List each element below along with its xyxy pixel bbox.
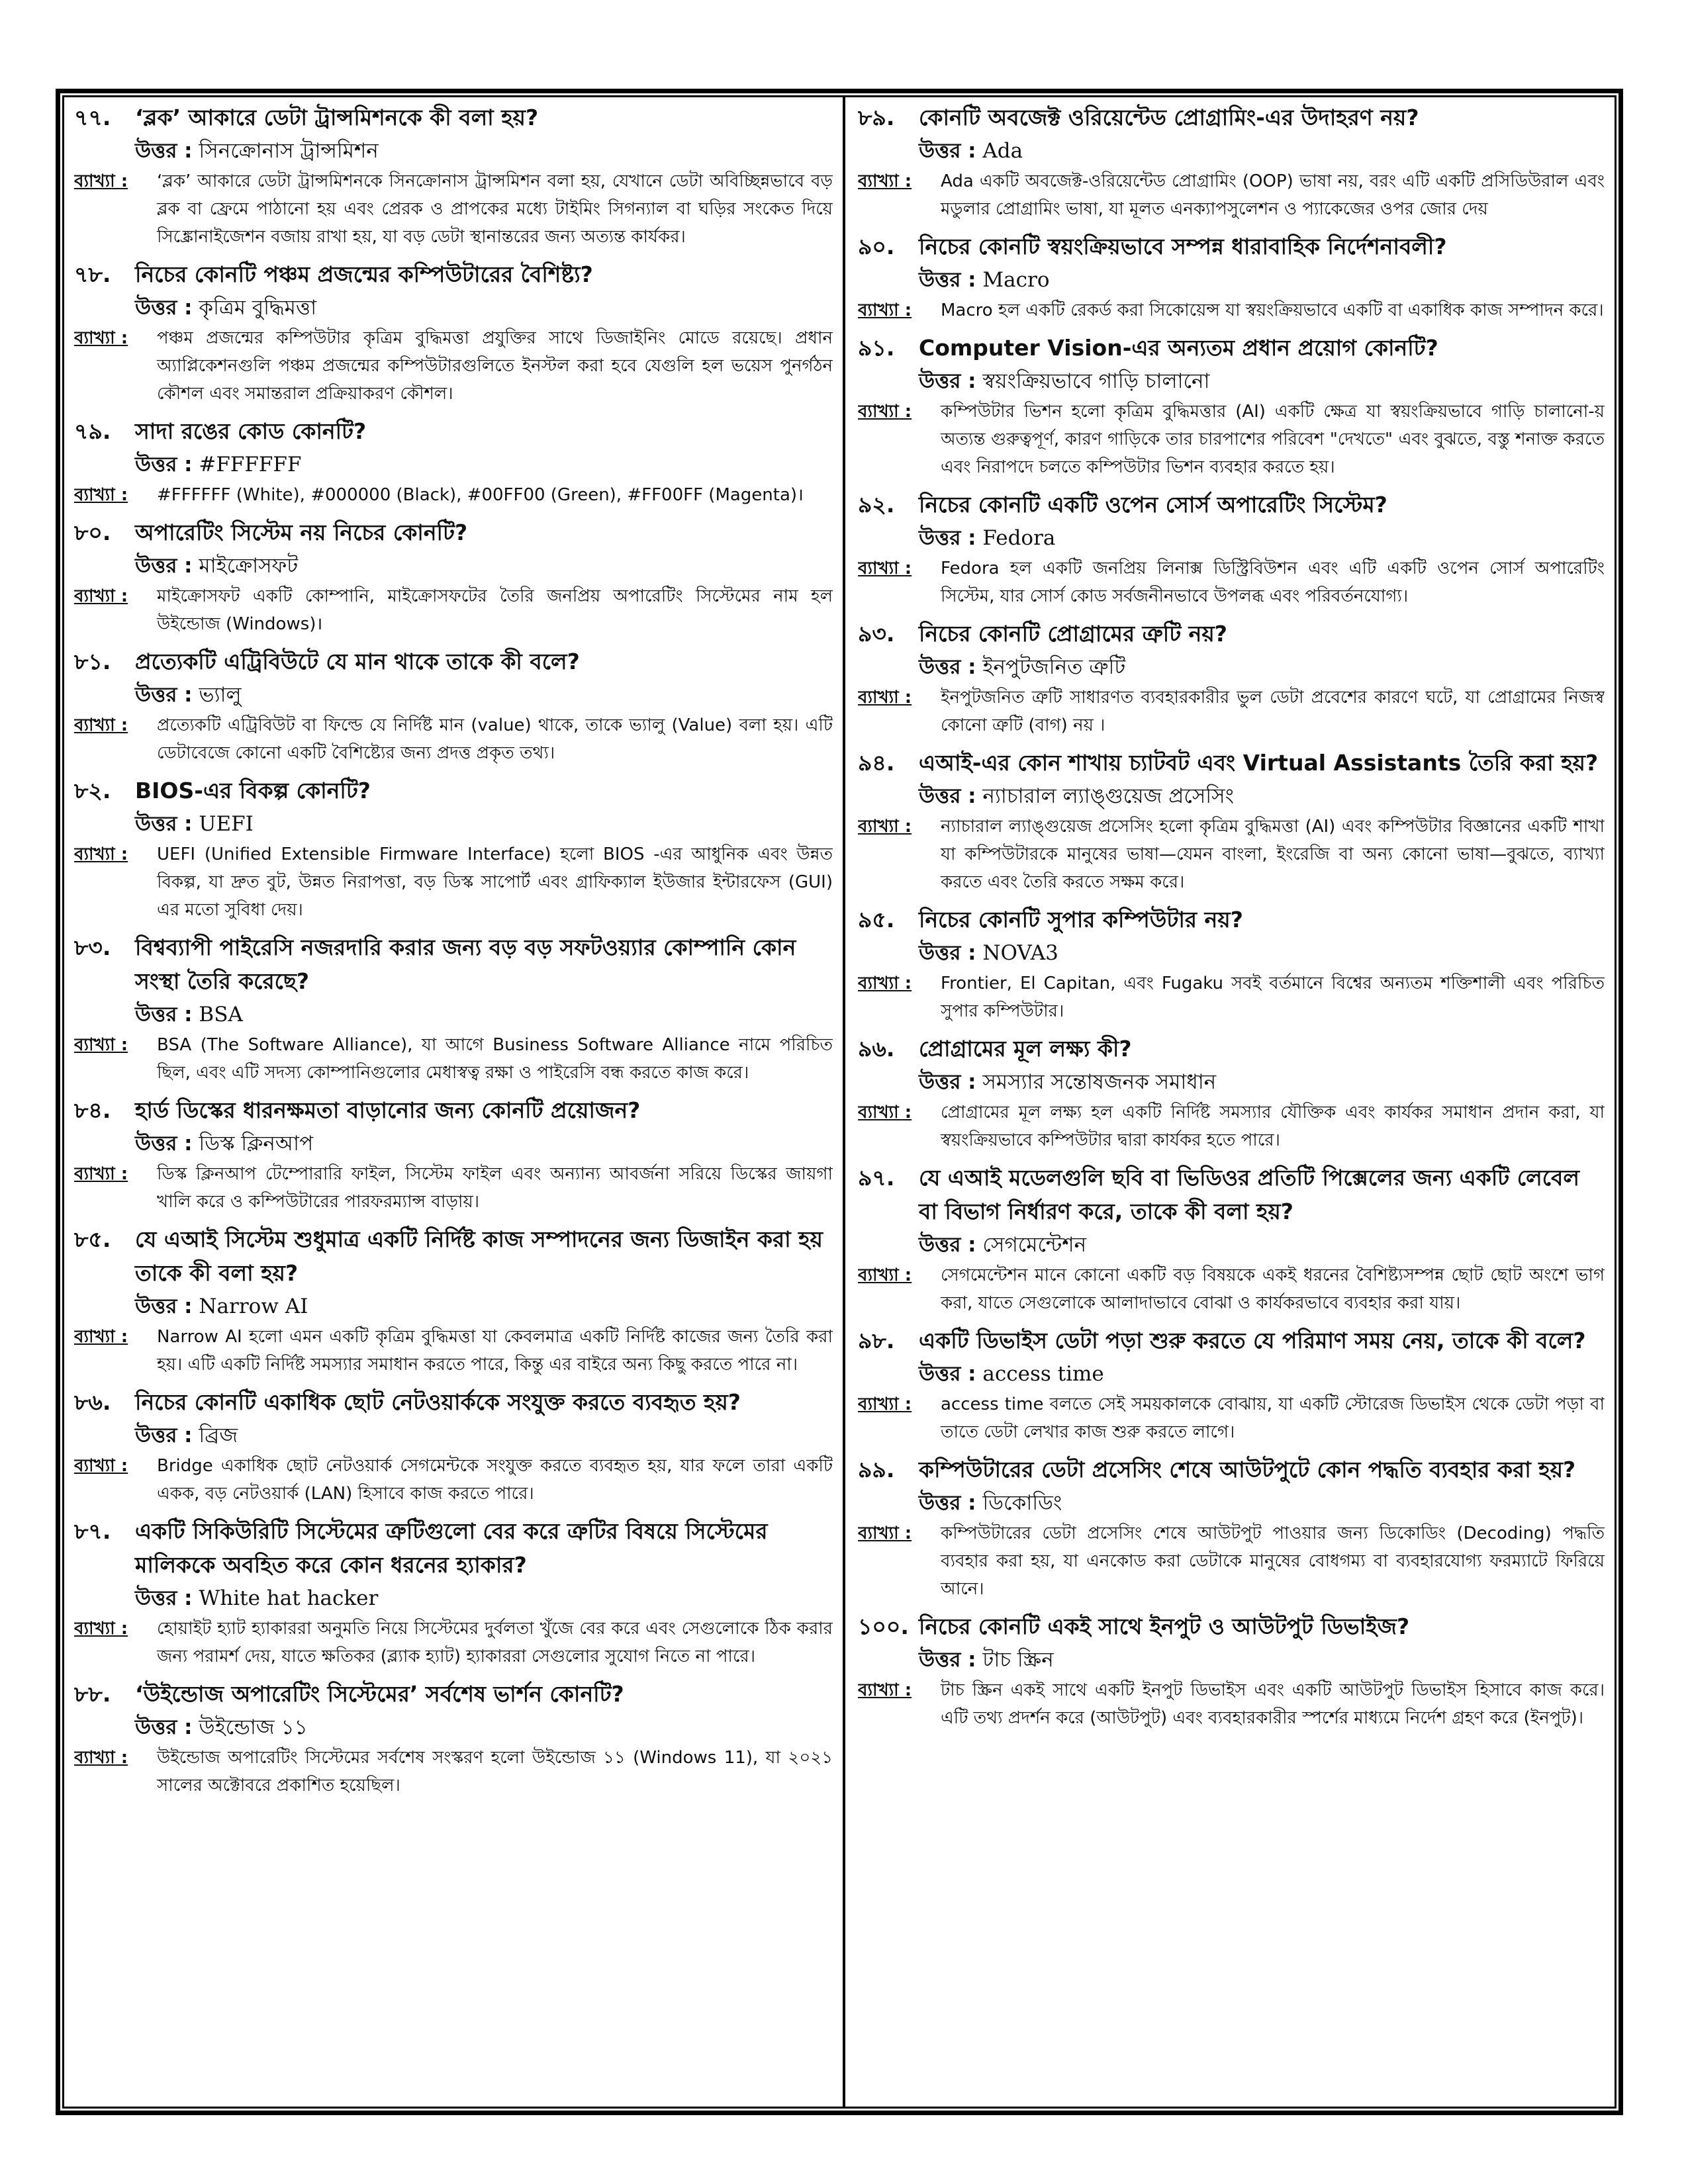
question-block xyxy=(858,617,1605,739)
explanation-line xyxy=(74,1031,833,1087)
answer-text: #FFFFFF xyxy=(199,453,302,477)
explanation-line xyxy=(74,1615,833,1670)
answer-text: White hat hacker xyxy=(199,1586,379,1610)
question-number: ৯০. xyxy=(858,234,895,259)
question-line xyxy=(858,617,1605,651)
question-block xyxy=(74,931,833,1087)
explanation-line xyxy=(858,167,1605,223)
answer-text: ইনপুটজনিত ত্রুটি xyxy=(982,655,1126,679)
answer-text: BSA xyxy=(199,1003,243,1026)
question-block xyxy=(74,257,833,408)
question-text: নিচের কোনটি একই সাথে ইনপুট ও আউটপুট ডিভাইজ? xyxy=(919,1614,1410,1639)
question-line xyxy=(74,1093,833,1127)
explanation-line xyxy=(858,1520,1605,1603)
answer-line xyxy=(74,1127,833,1160)
explanation-line xyxy=(74,1452,833,1508)
question-line xyxy=(74,1514,833,1582)
answer-label: উত্তর : xyxy=(135,453,193,477)
answer-line xyxy=(74,1419,833,1452)
explanation-label: ব্যাখ্যা : xyxy=(74,485,128,505)
answer-line xyxy=(74,998,833,1031)
answer-label: উত্তর : xyxy=(135,1424,193,1447)
explanation-label: ব্যাখ্যা : xyxy=(74,715,128,735)
answer-text: Macro xyxy=(982,268,1050,292)
question-block xyxy=(74,1514,833,1670)
explanation-label: ব্যাখ্যা : xyxy=(858,817,912,837)
answer-label: উত্তর : xyxy=(919,1362,976,1386)
explanation-text: Bridge একাধিক ছোট নেটওয়ার্ক সেগমেন্টকে সংযুক্ত করতে ব্যবহৃত হয়, যার ফলে তারা একটি একক, বড় নেটওয়ার্ক (LAN) হিসাবে কাজ করতে পারে। xyxy=(157,1456,833,1504)
explanation-text: প্রোগ্রামের মূল লক্ষ্য হল একটি নির্দিষ্ট সমস্যার যৌক্তিক এবং কার্যকর সমাধান প্রদান করা, যা স্বয়ংক্রিয়ভাবে কম্পিউটার দ্বারা কার্যকর হতে পারে। xyxy=(941,1103,1605,1150)
question-number: ৯৮. xyxy=(858,1328,895,1353)
question-block xyxy=(858,230,1605,324)
explanation-line xyxy=(858,813,1605,896)
explanation-text: UEFI (Unified Extensible Firmware Interface) হলো BIOS -এর আধুনিক এবং উন্নত বিকল্প, যা দ্রুত বুট, উন্নত নিরাপত্তা, বড় ডিস্ক সাপোর্ট এবং গ্রাফিক্যাল ইউজার ইন্টারফেস (GUI) এর মতো সুবিধা দেয়। xyxy=(157,844,833,920)
explanation-label: ব্যাখ্যা : xyxy=(74,1327,128,1347)
explanation-text: ইনপুটজনিত ত্রুটি সাধারণত ব্যবহারকারীর ভুল ডেটা প্রবেশের কারণে ঘটে, যা প্রোগ্রামের নিজস্ব কোনো ত্রুটি (বাগ) নয় । xyxy=(941,688,1605,735)
answer-label: উত্তর : xyxy=(919,1233,976,1257)
question-line xyxy=(858,746,1605,780)
question-number: ৯৯. xyxy=(858,1457,895,1482)
question-line xyxy=(74,516,833,549)
question-text: নিচের কোনটি একটি ওপেন সোর্স অপারেটিং সিস্টেম? xyxy=(919,492,1387,518)
answer-text: সিনক্রোনাস ট্রান্সমিশন xyxy=(199,139,379,163)
question-line xyxy=(74,774,833,807)
answer-line xyxy=(858,263,1605,296)
answer-line xyxy=(858,1643,1605,1676)
question-line xyxy=(858,903,1605,936)
answer-line xyxy=(858,1228,1605,1261)
question-text: ‘ব্লক’ আকারে ডেটা ট্রান্সমিশনকে কী বলা হয়? xyxy=(135,105,539,130)
answer-label: উত্তর : xyxy=(919,268,976,292)
explanation-text: প্রত্যেকটি এট্রিবিউট বা ফিল্ডে যে নির্দিষ্ট মান (value) থাকে, তাকে ভ্যালু (Value) বলা হয়। এটি ডেটাবেজে কোনো একটি বৈশিষ্ট্যের জন্য প্রদত্ত প্রকৃত তথ্য। xyxy=(157,715,833,763)
explanation-label: ব্যাখ্যা : xyxy=(858,974,912,993)
answer-line xyxy=(858,134,1605,167)
explanation-line xyxy=(858,970,1605,1025)
explanation-text: ডিস্ক ক্লিনআপ টেম্পোরারি ফাইল, সিস্টেম ফাইল এবং অন্যান্য আবর্জনা সরিয়ে ডিস্কের জায়গা খালি করে ও কম্পিউটারের পারফরম্যান্স বাড়ায়। xyxy=(157,1164,833,1212)
question-block xyxy=(858,101,1605,223)
answer-text: ডিস্ক ক্লিনআপ xyxy=(199,1132,314,1156)
answer-text: Narrow AI xyxy=(199,1295,308,1318)
explanation-line xyxy=(858,1261,1605,1317)
question-line xyxy=(858,1610,1605,1643)
answer-label: উত্তর : xyxy=(135,554,193,578)
answer-line xyxy=(858,651,1605,684)
answer-label: উত্তর : xyxy=(919,526,976,550)
question-block xyxy=(858,488,1605,610)
explanation-text: মাইক্রোসফট একটি কোম্পানি, মাইক্রোসফটের তৈরি জনপ্রিয় অপারেটিং সিস্টেমের নাম হল উইন্ডোজ (Windows)। xyxy=(157,586,833,634)
answer-label: উত্তর : xyxy=(135,812,193,836)
answer-text: access time xyxy=(982,1362,1104,1386)
explanation-line xyxy=(858,684,1605,739)
question-text: প্রত্যেকটি এট্রিবিউটে যে মান থাকে তাকে কী বলে? xyxy=(135,649,580,674)
answer-label: উত্তর : xyxy=(919,139,976,163)
answer-label: উত্তর : xyxy=(919,655,976,679)
question-number: ৮৫. xyxy=(74,1226,111,1252)
answer-line xyxy=(74,1290,833,1323)
answer-text: Fedora xyxy=(982,526,1056,550)
answer-line xyxy=(858,780,1605,813)
explanation-label: ব্যাখ্যা : xyxy=(74,1748,128,1768)
answer-line xyxy=(74,134,833,167)
explanation-line xyxy=(74,1323,833,1379)
question-text: যে এআই সিস্টেম শুধুমাত্র একটি নির্দিষ্ট কাজ সম্পাদনের জন্য ডিজাইন করা হয় তাকে কী বলা হয়? xyxy=(135,1226,823,1286)
question-number: ১০০. xyxy=(858,1614,909,1639)
answer-label: উত্তর : xyxy=(919,784,976,808)
explanation-text: পঞ্চম প্রজন্মের কম্পিউটার কৃত্রিম বুদ্ধিমত্তা প্রযুক্তির সাথে ডিজাইনিং মোডে রয়েছে। প্রধান অ্যাপ্লিকেশনগুলি পঞ্চম প্রজন্মের কম্পিউটারগুলিতে ইনস্টল করা হবে যেগুলি হল ভয়েস পুনর্গঠন কৌশল এবং সমান্তরাল প্রক্রিয়াকরণ কৌশল। xyxy=(157,328,833,404)
question-line xyxy=(74,1222,833,1290)
question-number: ৮২. xyxy=(74,778,111,803)
column-divider xyxy=(843,95,845,2109)
answer-line xyxy=(74,1582,833,1615)
explanation-text: কম্পিউটারের ডেটা প্রসেসিং শেষে আউটপুট পাওয়ার জন্য ডিকোডিং (Decoding) পদ্ধতি ব্যবহার করা হয়, যা এনকোড করা ডেটাকে মানুষের বোধগম্য বা ব্যবহারযোগ্য ফরম্যাটে ফিরিয়ে আনে। xyxy=(941,1524,1605,1599)
question-block xyxy=(858,1324,1605,1446)
explanation-label: ব্যাখ্যা : xyxy=(858,1103,912,1122)
answer-label: উত্তর : xyxy=(135,683,193,707)
right-column xyxy=(858,101,1605,2103)
answer-line xyxy=(858,365,1605,398)
answer-line xyxy=(858,522,1605,555)
question-number: ৮৬. xyxy=(74,1389,111,1415)
question-line xyxy=(74,1677,833,1711)
explanation-text: Narrow AI হলো এমন একটি কৃত্রিম বুদ্ধিমত্তা যা কেবলমাত্র একটি নির্দিষ্ট কাজের জন্য তৈরি করা হয়। এটি একটি নির্দিষ্ট সমস্যার সমাধান করতে পারে, কিন্তু এর বাইরে অন্য কিছু করতে পারে না। xyxy=(157,1327,833,1375)
explanation-label: ব্যাখ্যা : xyxy=(858,1680,912,1700)
answer-text: মাইক্রোসফট xyxy=(199,554,299,578)
question-block xyxy=(74,645,833,767)
question-text: BIOS-এর বিকল্প কোনটি? xyxy=(135,778,371,803)
question-block xyxy=(74,101,833,251)
question-number: ৮৩. xyxy=(74,934,111,960)
answer-text: ভ্যালু xyxy=(199,683,242,707)
question-number: ৭৭. xyxy=(74,105,111,130)
question-number: ৯১. xyxy=(858,335,895,361)
question-number: ৮৯. xyxy=(858,105,895,130)
question-number: ৯৬. xyxy=(858,1036,895,1062)
question-number: ৭৮. xyxy=(74,261,111,287)
explanation-line xyxy=(74,1160,833,1216)
question-number: ৯২. xyxy=(858,492,895,518)
answer-text: সেগমেন্টেশন xyxy=(982,1233,1087,1257)
answer-line xyxy=(858,1066,1605,1099)
explanation-label: ব্যাখ্যা : xyxy=(74,586,128,606)
question-line xyxy=(858,1324,1605,1357)
question-number: ৯৭. xyxy=(858,1165,895,1191)
question-text: যে এআই মডেলগুলি ছবি বা ভিডিওর প্রতিটি পিক্সেলের জন্য একটি লেবেল বা বিভাগ নির্ধারণ করে, তাকে কী বলা হয়? xyxy=(919,1165,1579,1224)
explanation-label: ব্যাখ্যা : xyxy=(858,171,912,191)
answer-label: উত্তর : xyxy=(919,1491,976,1515)
question-block xyxy=(74,1222,833,1379)
answer-label: উত্তর : xyxy=(919,1070,976,1094)
answer-line xyxy=(858,936,1605,970)
question-number: ৯৪. xyxy=(858,750,895,776)
question-text: কোনটি অবজেক্ট ওরিয়েন্টেড প্রোগ্রামিং-এর উদাহরণ নয়? xyxy=(919,105,1419,130)
question-line xyxy=(858,230,1605,263)
explanation-line xyxy=(858,1099,1605,1154)
explanation-text: উইন্ডোজ অপারেটিং সিস্টেমের সর্বশেষ সংস্করণ হলো উইন্ডোজ ১১ (Windows 11), যা ২০২১ সালের অক্টোবরে প্রকাশিত হয়েছিল। xyxy=(157,1748,833,1796)
explanation-text: হোয়াইট হ্যাট হ্যাকাররা অনুমতি নিয়ে সিস্টেমের দুর্বলতা খুঁজে বের করে এবং সেগুলোকে ঠিক করার জন্য পরামর্শ দেয়, যাতে ক্ষতিকর (ব্ল্যাক হ্যাট) হ্যাকাররা সেগুলোর সুযোগ নিতে না পারে। xyxy=(157,1619,833,1666)
question-text: হার্ড ডিস্কের ধারনক্ষমতা বাড়ানোর জন্য কোনটি প্রয়োজন? xyxy=(135,1097,641,1123)
question-line xyxy=(74,1385,833,1419)
explanation-text: Frontier, El Capitan, এবং Fugaku সবই বর্তমানে বিশ্বের অন্যতম শক্তিশালী এবং পরিচিত সুপার কম্পিউটার। xyxy=(941,974,1605,1021)
answer-text: ডিকোডিং xyxy=(982,1491,1062,1515)
explanation-label: ব্যাখ্যা : xyxy=(74,844,128,864)
question-text: নিচের কোনটি স্বয়ংক্রিয়ভাবে সম্পন্ন ধারাবাহিক নির্দেশনাবলী? xyxy=(919,234,1447,259)
answer-line xyxy=(858,1357,1605,1390)
explanation-line xyxy=(858,1676,1605,1732)
explanation-line xyxy=(858,296,1605,324)
explanation-line xyxy=(858,398,1605,481)
answer-text: কৃত্রিম বুদ্ধিমত্তা xyxy=(199,296,317,320)
explanation-text: টাচ স্ক্রিন একই সাথে একটি ইনপুট ডিভাইস এবং একটি আউটপুট ডিভাইস হিসাবে কাজ করে। এটি তথ্য প্রদর্শন করে (আউটপুট) এবং ব্যবহারকারীর স্পর্শের মাধ্যমে নির্দেশ গ্রহণ করে (ইনপুট)। xyxy=(941,1680,1605,1728)
explanation-label: ব্যাখ্যা : xyxy=(858,559,912,578)
question-number: ৯৩. xyxy=(858,621,895,647)
explanation-text: ‘ব্লক’ আকারে ডেটা ট্রান্সমিশনকে সিনক্রোনাস ট্রান্সমিশন বলা হয়, যেখানে ডেটা অবিচ্ছিন্নভাবে বড় ব্লক বা ফ্রেমে পাঠানো হয় এবং প্রেরক ও প্রাপকের মধ্যে টাইমিং সিগন্যাল বা ঘড়ির সংকেত দিয়ে সিঙ্ক্রোনাইজেশন বজায় রাখা হয়, যা বড় ডেটা স্থানান্তরের জন্য অত্যন্ত কার্যকর। xyxy=(157,171,833,247)
question-number: ৯৫. xyxy=(858,907,895,933)
question-line xyxy=(74,931,833,998)
question-text: নিচের কোনটি সুপার কম্পিউটার নয়? xyxy=(919,907,1243,933)
question-text: প্রোগ্রামের মূল লক্ষ্য কী? xyxy=(919,1036,1132,1062)
question-line xyxy=(858,488,1605,522)
explanation-label: ব্যাখ্যা : xyxy=(74,171,128,191)
explanation-label: ব্যাখ্যা : xyxy=(74,1456,128,1476)
question-block xyxy=(858,746,1605,896)
explanation-text: Macro হল একটি রেকর্ড করা সিকোয়েন্স যা স্বয়ংক্রিয়ভাবে একটি বা একাধিক কাজ সম্পাদন করে। xyxy=(941,300,1604,320)
question-block xyxy=(858,1610,1605,1732)
answer-line xyxy=(74,291,833,324)
answer-label: উত্তর : xyxy=(919,941,976,965)
answer-label: উত্তর : xyxy=(135,1715,193,1739)
answer-label: উত্তর : xyxy=(919,369,976,393)
question-block xyxy=(858,331,1605,481)
answer-label: উত্তর : xyxy=(919,1648,976,1672)
explanation-text: access time বলতে সেই সময়কালকে বোঝায়, যা একটি স্টোরেজ ডিভাইস থেকে ডেটা পড়া বা তাতে ডেটা লেখার কাজ শুরু করতে লাগে। xyxy=(941,1394,1605,1442)
question-number: ৮০. xyxy=(74,520,111,545)
question-block xyxy=(858,1032,1605,1154)
answer-label: উত্তর : xyxy=(135,1586,193,1610)
explanation-line xyxy=(74,711,833,767)
question-block xyxy=(74,1677,833,1799)
explanation-label: ব্যাখ্যা : xyxy=(858,300,912,320)
explanation-line xyxy=(74,324,833,408)
answer-line xyxy=(74,448,833,481)
question-number: ৮৭. xyxy=(74,1518,111,1544)
question-text: কম্পিউটারের ডেটা প্রসেসিং শেষে আউটপুটে কোন পদ্ধতি ব্যবহার করা হয়? xyxy=(919,1457,1576,1482)
explanation-label: ব্যাখ্যা : xyxy=(858,1394,912,1414)
answer-label: উত্তর : xyxy=(135,296,193,320)
answer-line xyxy=(74,549,833,582)
question-line xyxy=(74,414,833,448)
question-block xyxy=(74,774,833,924)
question-line xyxy=(858,101,1605,134)
question-text: ‘উইন্ডোজ অপারেটিং সিস্টেমের’ সর্বশেষ ভার্শন কোনটি? xyxy=(135,1681,624,1707)
answer-label: উত্তর : xyxy=(135,1132,193,1156)
question-line xyxy=(74,645,833,678)
question-number: ৭৯. xyxy=(74,418,111,444)
answer-line xyxy=(858,1486,1605,1520)
answer-text: টাচ স্ক্রিন xyxy=(982,1648,1054,1672)
answer-line xyxy=(74,807,833,841)
question-text: নিচের কোনটি পঞ্চম প্রজন্মের কম্পিউটারের বৈশিষ্ট্য? xyxy=(135,261,593,287)
question-block xyxy=(74,516,833,638)
answer-text: UEFI xyxy=(199,812,254,836)
explanation-line xyxy=(74,167,833,251)
question-text: অপারেটিং সিস্টেম নয় নিচের কোনটি? xyxy=(135,520,468,545)
question-line xyxy=(74,257,833,291)
question-text: সাদা রঙের কোড কোনটি? xyxy=(135,418,367,444)
question-text: এআই-এর কোন শাখায় চ্যাটবট এবং Virtual Assistants তৈরি করা হয়? xyxy=(919,750,1599,776)
question-text: বিশ্বব্যাপী পাইরেসি নজরদারি করার জন্য বড় বড় সফটওয়্যার কোম্পানি কোন সংস্থা তৈরি করেছে? xyxy=(135,934,796,994)
explanation-line xyxy=(74,1744,833,1799)
explanation-text: কম্পিউটার ভিশন হলো কৃত্রিম বুদ্ধিমত্তার (AI) একটি ক্ষেত্র যা স্বয়ংক্রিয়ভাবে গাড়ি চালানো-য় অত্যন্ত গুরুত্বপূর্ণ, কারণ গাড়িকে তার চারপাশের পরিবেশ "দেখতে" এবং বুঝতে, বস্তু শনাক্ত করতে এবং নিরাপদে চলতে কম্পিউটার ভিশন ব্যবহার করতে হয়। xyxy=(941,402,1605,477)
question-block xyxy=(74,414,833,509)
question-block xyxy=(74,1385,833,1508)
answer-text: NOVA3 xyxy=(982,941,1058,965)
left-column xyxy=(74,101,833,2103)
question-text: নিচের কোনটি একাধিক ছোট নেটওয়ার্ককে সংযুক্ত করতে ব্যবহৃত হয়? xyxy=(135,1389,741,1415)
question-line xyxy=(858,1161,1605,1228)
explanation-text: Fedora হল একটি জনপ্রিয় লিনাক্স ডিস্ট্রিবিউশন এবং এটি একটি ওপেন সোর্স অপারেটিং সিস্টেম, যার সোর্স কোড সর্বজনীনভাবে উপলব্ধ এবং পরিবর্তনযোগ্য। xyxy=(941,559,1605,606)
answer-label: উত্তর : xyxy=(135,1003,193,1026)
explanation-label: ব্যাখ্যা : xyxy=(74,1619,128,1639)
explanation-label: ব্যাখ্যা : xyxy=(858,1524,912,1543)
answer-line xyxy=(74,1711,833,1744)
explanation-label: ব্যাখ্যা : xyxy=(74,328,128,348)
explanation-text: #FFFFFF (White), #000000 (Black), #00FF00 (Green), #FF00FF (Magenta)। xyxy=(157,485,804,505)
question-text: একটি ডিভাইস ডেটা পড়া শুরু করতে যে পরিমাণ সময় নেয়, তাকে কী বলে? xyxy=(919,1328,1586,1353)
answer-label: উত্তর : xyxy=(135,139,193,163)
question-text: একটি সিকিউরিটি সিস্টেমের ত্রুটিগুলো বের করে ত্রুটির বিষয়ে সিস্টেমের মালিককে অবহিত করে কোন ধরনের হ্যাকার? xyxy=(135,1518,768,1578)
answer-line xyxy=(74,678,833,711)
question-line xyxy=(858,1032,1605,1066)
answer-text: Ada xyxy=(982,139,1023,163)
explanation-text: BSA (The Software Alliance), যা আগে Business Software Alliance নামে পরিচিত ছিল, এবং এটি সদস্য কোম্পানিগুলোর মেধাস্বত্ব রক্ষা ও পাইরেসি বন্ধ করতে কাজ করে। xyxy=(157,1035,833,1083)
explanation-line xyxy=(74,481,833,509)
explanation-line xyxy=(858,1390,1605,1446)
answer-text: সমস্যার সন্তোষজনক সমাধান xyxy=(982,1070,1217,1094)
question-line xyxy=(858,331,1605,365)
explanation-label: ব্যাখ্যা : xyxy=(74,1164,128,1184)
explanation-text: সেগমেন্টেশন মানে কোনো একটি বড় বিষয়কে একই ধরনের বৈশিষ্ট্যসম্পন্ন ছোট ছোট অংশে ভাগ করা, যাতে সেগুলোকে আলাদাভাবে বোঝা ও কার্যকরভাবে ব্যবহার করা যায়। xyxy=(941,1265,1605,1313)
explanation-line xyxy=(858,555,1605,610)
answer-text: উইন্ডোজ ১১ xyxy=(199,1715,308,1739)
question-line xyxy=(74,101,833,134)
question-number: ৮১. xyxy=(74,649,111,674)
question-block xyxy=(858,1453,1605,1603)
explanation-label: ব্যাখ্যা : xyxy=(858,1265,912,1285)
explanation-line xyxy=(74,582,833,638)
explanation-text: ন্যাচারাল ল্যাঙ্গুয়েজ প্রসেসিং হলো কৃত্রিম বুদ্ধিমত্তা (AI) এবং কম্পিউটার বিজ্ঞানের একটি শাখা যা কম্পিউটারকে মানুষের ভাষা—যেমন বাংলা, ইংরেজি বা অন্য কোনো ভাষা—বুঝতে, ব্যাখ্যা করতে এবং তৈরি করতে সক্ষম করে। xyxy=(941,817,1605,892)
explanation-label: ব্যাখ্যা : xyxy=(858,402,912,422)
answer-text: ব্রিজ xyxy=(199,1424,238,1447)
explanation-label: ব্যাখ্যা : xyxy=(858,688,912,707)
question-text: Computer Vision-এর অন্যতম প্রধান প্রয়োগ কোনটি? xyxy=(919,335,1438,361)
question-block xyxy=(858,1161,1605,1317)
question-text: নিচের কোনটি প্রোগ্রামের ত্রুটি নয়? xyxy=(919,621,1227,647)
question-number: ৮৮. xyxy=(74,1681,111,1707)
question-line xyxy=(858,1453,1605,1486)
answer-text: স্বয়ংক্রিয়ভাবে গাড়ি চালানো xyxy=(982,369,1210,393)
explanation-label: ব্যাখ্যা : xyxy=(74,1035,128,1055)
answer-text: ন্যাচারাল ল্যাঙ্গুয়েজ প্রসেসিং xyxy=(982,784,1234,808)
question-block xyxy=(858,903,1605,1025)
answer-label: উত্তর : xyxy=(135,1295,193,1318)
explanation-line xyxy=(74,841,833,924)
explanation-text: Ada একটি অবজেক্ট-ওরিয়েন্টেড প্রোগ্রামিং (OOP) ভাষা নয়, বরং এটি একটি প্রসিডিউরাল এবং মডুলার প্রোগ্রামিং ভাষা, যা মূলত এনক্যাপসুলেশন ও প্যাকেজের ওপর জোর দেয় xyxy=(941,171,1605,219)
question-block xyxy=(74,1093,833,1216)
question-number: ৮৪. xyxy=(74,1097,111,1123)
